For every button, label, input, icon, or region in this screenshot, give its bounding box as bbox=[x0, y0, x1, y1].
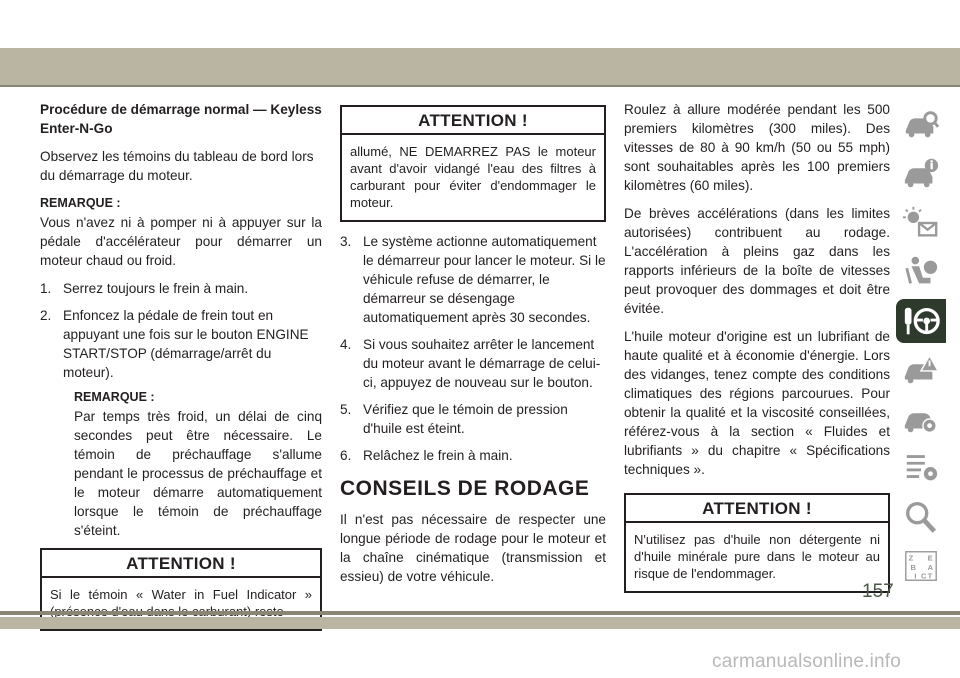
attention-title: ATTENTION ! bbox=[42, 550, 320, 578]
svg-text:A: A bbox=[927, 562, 934, 572]
column-2 bbox=[340, 105, 606, 595]
step-item bbox=[340, 446, 606, 465]
attention-body: allumé, NE DEMARREZ PAS le moteur avant d'avoir vidangé l'eau des filtres à carburant pour éviter d'endommager le moteur. bbox=[350, 144, 596, 210]
note-title: REMARQUE : bbox=[74, 390, 155, 404]
steps-list-1 bbox=[40, 279, 322, 540]
step-text: Enfoncez la pédale de frein tout en appuyant une fois sur le bouton ENGINE START/STOP (démarrage/arrêt du moteur). bbox=[63, 308, 309, 380]
tab-car-warning[interactable] bbox=[896, 348, 946, 392]
step-number: 6. bbox=[340, 448, 352, 463]
tab-airbag-seat[interactable] bbox=[896, 250, 946, 294]
tab-car-service[interactable] bbox=[896, 397, 946, 441]
tab-starting-driving[interactable] bbox=[896, 299, 946, 343]
procedure-heading: Procédure de démarrage normal — Keyless Enter-N-Go bbox=[40, 102, 322, 136]
svg-text:E: E bbox=[927, 553, 933, 563]
attention-body: Si le témoin « Water in Fuel Indicator » bbox=[50, 587, 312, 602]
car-info-icon bbox=[902, 156, 940, 192]
svg-text:Z: Z bbox=[908, 553, 914, 563]
step-item bbox=[340, 232, 606, 327]
specifications-list-icon bbox=[902, 450, 940, 486]
attention-box bbox=[340, 105, 606, 222]
tab-specifications[interactable] bbox=[896, 446, 946, 490]
step-text: Relâchez le frein à main. bbox=[363, 448, 513, 463]
step-number: 3. bbox=[340, 234, 352, 249]
steering-wheel-key-icon bbox=[902, 303, 940, 339]
watermark: carmanualsonline.info bbox=[712, 651, 902, 672]
car-warning-icon bbox=[902, 352, 940, 388]
tab-search[interactable] bbox=[896, 495, 946, 539]
note-body: Vous n'avez ni à pomper ni à appuyer sur la pédale d'accélérateur pour démarrer un moteur chaud ou froid. bbox=[40, 215, 322, 268]
top-header-band bbox=[0, 48, 960, 85]
paragraph-acceleration: De brèves accélérations (dans les limites autorisées) contribuent au rodage. L'accélération à pleins gaz dans les rapports inférieurs de la boîte de vitesses peut provoquer des dommages et doit être évitée. bbox=[624, 206, 890, 316]
paragraph-oil: L'huile moteur d'origine est un lubrifiant de haute qualité et à économie d'énergie. Lors des vidanges, tenez compte des conditions climatiques des régions parcourues. Pour obtenir la qualité et la viscosité conseillées, référez-vous à la section « Fluides et lubrifiants » du chapitre « Spécifications techniques ». bbox=[624, 329, 890, 477]
paragraph-speed: Roulez à allure modérée pendant les 500 premiers kilomètres (300 miles). Des vitesses de 80 à 90 km/h (50 ou 55 mph) sont souhaitables après les 100 premiers kilomètres (60 miles). bbox=[624, 102, 890, 193]
svg-text:T: T bbox=[927, 571, 933, 581]
search-icon bbox=[902, 499, 940, 535]
column-3 bbox=[624, 100, 890, 603]
car-service-icon bbox=[902, 401, 940, 437]
svg-text:I: I bbox=[914, 571, 917, 581]
top-header-rule bbox=[0, 85, 960, 87]
steps-list-2 bbox=[340, 232, 606, 465]
car-magnifier-icon bbox=[902, 107, 940, 143]
attention-title: ATTENTION ! bbox=[342, 107, 604, 135]
svg-text:C: C bbox=[921, 571, 927, 581]
section-paragraph: Il n'est pas nécessaire de respecter une longue période de rodage pour le moteur et la chaîne cinématique (transmission et essieu) de votre véhicule. bbox=[340, 512, 606, 584]
step-item bbox=[40, 279, 322, 298]
chapter-tabs bbox=[896, 103, 948, 593]
step-item bbox=[340, 335, 606, 392]
note-body: Par temps très froid, un délai de cinq secondes peut être nécessaire. Le témoin de préchauffage s'allume pendant le processus de préchauffage et le moteur démarre automatiquement lorsque le témoin de préchauffage s'éteint. bbox=[74, 409, 322, 538]
page-number: 157 bbox=[862, 581, 894, 602]
airbag-seat-icon bbox=[902, 254, 940, 290]
tab-car-magnifier[interactable] bbox=[896, 103, 946, 147]
index-letters-icon bbox=[902, 548, 940, 584]
tab-car-info[interactable] bbox=[896, 152, 946, 196]
note-title: REMARQUE : bbox=[40, 196, 121, 210]
step-text: Le système actionne automatiquement le démarreur pour lancer le moteur. Si le véhicule refuse de démarrer, le démarreur se désengage automatiquement après 30 secondes. bbox=[363, 234, 606, 325]
attention-title: ATTENTION ! bbox=[626, 495, 888, 523]
step-text: Serrez toujours le frein à main. bbox=[63, 281, 249, 296]
step-text: Si vous souhaitez arrêter le lancement du moteur avant le démarrage de celui-ci, appuyez de nouveau sur le bouton. bbox=[363, 337, 601, 390]
step-number: 1. bbox=[40, 281, 52, 296]
step-item bbox=[40, 306, 322, 540]
footer-band bbox=[0, 617, 960, 629]
tab-warning-lights[interactable] bbox=[896, 201, 946, 245]
step-text: Vérifiez que le témoin de pression d'huile est éteint. bbox=[363, 402, 568, 436]
attention-body: N'utilisez pas d'huile non détergente ni d'huile minérale pure dans le moteur au risque de l'endommager. bbox=[634, 532, 880, 581]
column-1 bbox=[40, 100, 322, 641]
step-number: 2. bbox=[40, 308, 52, 323]
warning-lights-icon bbox=[902, 205, 940, 241]
step-item bbox=[340, 400, 606, 438]
sub-note bbox=[74, 388, 322, 540]
intro-paragraph: Observez les témoins du tableau de bord lors du démarrage du moteur. bbox=[40, 149, 314, 183]
footer-rule bbox=[0, 611, 960, 615]
attention-box bbox=[624, 493, 890, 593]
section-title: CONSEILS DE RODAGE bbox=[340, 477, 590, 500]
tab-index[interactable] bbox=[896, 544, 946, 588]
step-number: 4. bbox=[340, 337, 352, 352]
step-number: 5. bbox=[340, 402, 352, 417]
svg-text:B: B bbox=[910, 562, 917, 572]
